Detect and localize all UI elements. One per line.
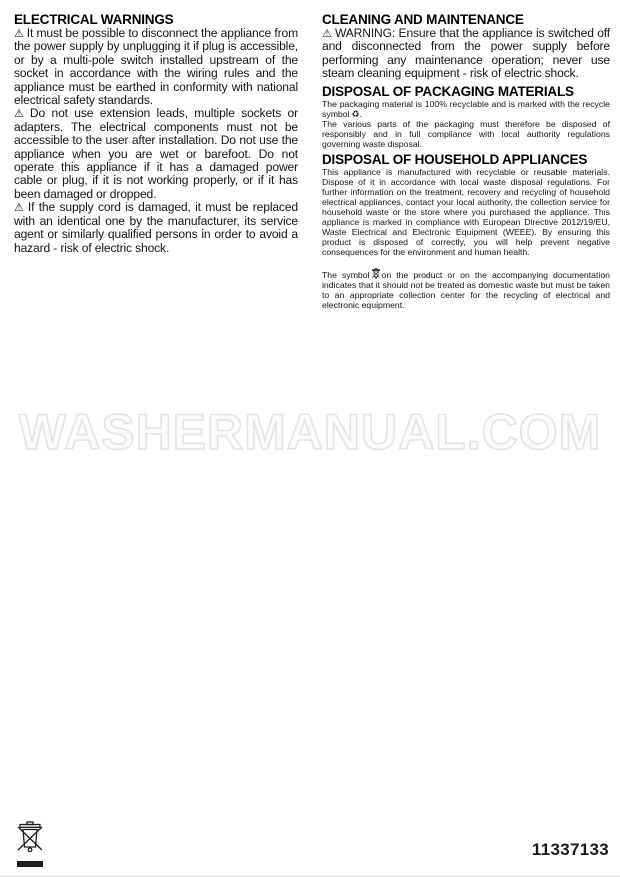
paragraph-text: . — [359, 108, 363, 119]
paragraph-cleaning-warning — [322, 27, 610, 81]
section-heading-disposal-appliances: DISPOSAL OF HOUSEHOLD APPLIANCES — [322, 151, 588, 167]
weee-underline-bar — [17, 861, 43, 867]
warning-icon: ⚠ — [14, 202, 25, 215]
crossed-out-wheelie-bin-icon — [17, 821, 43, 854]
paragraph-supply-cord — [14, 201, 298, 255]
paragraph-text: WARNING: Ensure that the appliance is switched off and disconnected from the power supply before performing any maintenance operation; never use steam cleaning equipment - risk of electric shock. — [322, 26, 610, 81]
document-number: 11337133 — [531, 840, 609, 859]
paragraph-text: This appliance is manufactured with recyclable or reusable materials. Dispose of it in accordance with local waste disposal regulations. For further information on the treatment, recovery and recycling of household electrical appliances, contact your local authority, the collection service for household waste or the store where you purchased the appliance. This appliance is marked in compliance with European Directive 2012/19/EU, Waste Electrical and Electronic Equipment (WEEE). By ensuring this product is disposed of correctly, you will help prevent negative consequences for the environment and human health. — [322, 166, 610, 257]
warning-icon: ⚠ — [14, 28, 24, 40]
paragraph-weee-symbol — [322, 268, 610, 310]
right-column — [322, 12, 610, 310]
crossed-out-bin-icon — [372, 268, 380, 279]
paragraph-appliance-disposal — [322, 167, 610, 257]
paragraph-text: The various parts of the packaging must therefore be disposed of responsibly and in full compliance with local authority regulations governing waste disposal. — [322, 118, 610, 149]
section-heading-electrical-warnings: ELECTRICAL WARNINGS — [14, 12, 174, 27]
paragraph-extension-leads — [14, 107, 298, 201]
watermark: WASHERMANUAL.COM — [18, 404, 602, 460]
left-column — [14, 12, 298, 255]
paragraph-text: It must be possible to disconnect the appliance from the power supply by unplugging it if plug is accessible, or by a multi-pole switch installed upstream of the socket in accordance with the wiring rules and the appliance must be earthed in conformity with national electrical safety standards. — [14, 26, 298, 108]
paragraph-text: Do not use extension leads, multiple sockets or adapters. The electrical components must not be accessible to the user after installation. Do not use the appliance when you are wet or barefoot. Do not operate this appliance if it has a damaged power cable or plug, if it is not working properly, or if it has been damaged or dropped. — [14, 106, 298, 201]
paragraph-packaging-recyclable — [322, 99, 610, 119]
paragraph-text: The packaging material is 100% recyclable and is marked with the recycle symbol — [322, 98, 610, 119]
section-heading-cleaning-maintenance: CLEANING AND MAINTENANCE — [322, 12, 524, 27]
warning-icon: ⚠ — [14, 108, 27, 121]
paragraph-text: If the supply cord is damaged, it must be replaced with an identical one by the manufacturer, its service agent or similarly qualified persons in order to avoid a hazard - risk of electric shock. — [14, 200, 298, 255]
paragraph-packaging-disposal — [322, 119, 610, 149]
recycle-icon: ♻ — [351, 108, 360, 119]
section-heading-disposal-packaging: DISPOSAL OF PACKAGING MATERIALS — [322, 83, 574, 99]
warning-icon: ⚠ — [322, 28, 332, 40]
paragraph-disconnect — [14, 27, 298, 107]
weee-symbol — [17, 821, 45, 867]
paragraph-text: on the product or on the accompanying documentation indicates that it should not be treated as domestic waste but must be taken to an appropriate collection center for the recycling of electrical and electronic equipment. — [322, 269, 610, 310]
paragraph-text: The symbol — [322, 269, 370, 280]
